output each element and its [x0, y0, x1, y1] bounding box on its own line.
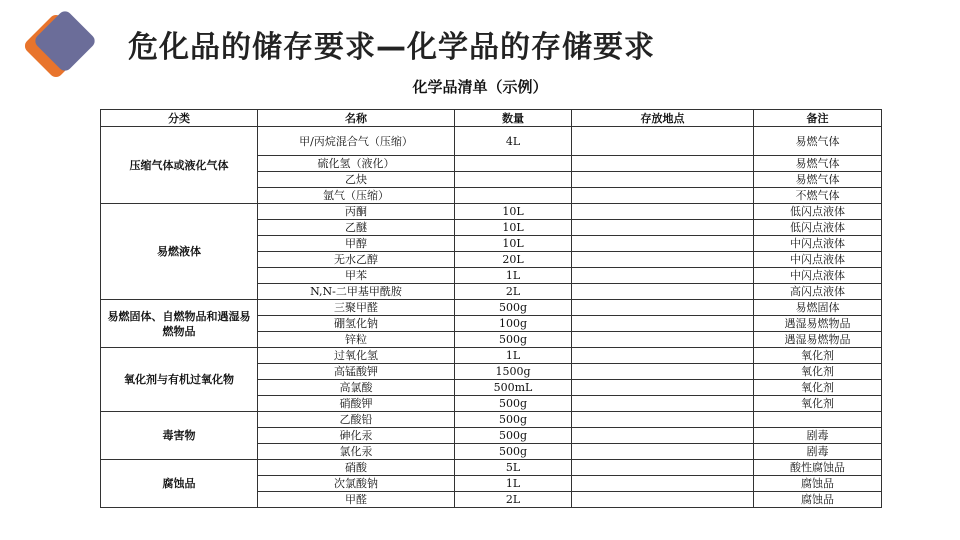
- quantity-cell: 1500g: [455, 364, 572, 380]
- quantity-cell: 500g: [455, 444, 572, 460]
- header-location: 存放地点: [572, 110, 754, 127]
- location-cell: [572, 236, 754, 252]
- quantity-cell: 500g: [455, 300, 572, 316]
- table-title: 化学品清单（示例）: [412, 78, 548, 96]
- note-cell: 高闪点液体: [754, 284, 882, 300]
- chemical-name-cell: 丙酮: [258, 204, 455, 220]
- table-row: [101, 204, 882, 220]
- table-header-row: [101, 110, 882, 127]
- quantity-cell: 100g: [455, 316, 572, 332]
- chemical-name-cell: 无水乙醇: [258, 252, 455, 268]
- location-cell: [572, 252, 754, 268]
- quantity-cell: 10L: [455, 204, 572, 220]
- note-cell: 易燃气体: [754, 172, 882, 188]
- note-cell: 酸性腐蚀品: [754, 460, 882, 476]
- location-cell: [572, 268, 754, 284]
- quantity-cell: 20L: [455, 252, 572, 268]
- note-cell: 中闪点液体: [754, 268, 882, 284]
- table-row: [101, 460, 882, 476]
- location-cell: [572, 380, 754, 396]
- chemical-name-cell: 硼氢化钠: [258, 316, 455, 332]
- table-body: [101, 127, 882, 508]
- note-cell: 剧毒: [754, 444, 882, 460]
- location-cell: [572, 172, 754, 188]
- location-cell: [572, 444, 754, 460]
- location-cell: [572, 428, 754, 444]
- chemical-name-cell: 过氧化氢: [258, 348, 455, 364]
- chemical-name-cell: 乙醚: [258, 220, 455, 236]
- quantity-cell: 500g: [455, 332, 572, 348]
- page-title: 危化品的储存要求—化学品的存储要求: [128, 30, 655, 65]
- chemical-name-cell: 硝酸: [258, 460, 455, 476]
- quantity-cell: 500g: [455, 396, 572, 412]
- note-cell: 易燃气体: [754, 127, 882, 156]
- quantity-cell: 5L: [455, 460, 572, 476]
- note-cell: 遇湿易燃物品: [754, 332, 882, 348]
- chemical-name-cell: 硫化氢（液化）: [258, 156, 455, 172]
- quantity-cell: 1L: [455, 268, 572, 284]
- chemical-name-cell: 乙炔: [258, 172, 455, 188]
- quantity-cell: 4L: [455, 127, 572, 156]
- header-note: 备注: [754, 110, 882, 127]
- header-category: 分类: [101, 110, 258, 127]
- location-cell: [572, 412, 754, 428]
- chemical-list-table: [100, 109, 882, 508]
- quantity-cell: 1L: [455, 476, 572, 492]
- location-cell: [572, 492, 754, 508]
- chemical-name-cell: 硝酸钾: [258, 396, 455, 412]
- quantity-cell: 2L: [455, 492, 572, 508]
- location-cell: [572, 396, 754, 412]
- note-cell: 剧毒: [754, 428, 882, 444]
- note-cell: 低闪点液体: [754, 204, 882, 220]
- note-cell: 不燃气体: [754, 188, 882, 204]
- note-cell: 氧化剂: [754, 348, 882, 364]
- table-row: [101, 412, 882, 428]
- quantity-cell: 500g: [455, 412, 572, 428]
- chemical-name-cell: 氯化汞: [258, 444, 455, 460]
- quantity-cell: [455, 172, 572, 188]
- chemical-name-cell: 高锰酸钾: [258, 364, 455, 380]
- table-row: [101, 348, 882, 364]
- chemical-name-cell: N,N-二甲基甲酰胺: [258, 284, 455, 300]
- quantity-cell: 10L: [455, 220, 572, 236]
- note-cell: 中闪点液体: [754, 236, 882, 252]
- note-cell: 遇湿易燃物品: [754, 316, 882, 332]
- location-cell: [572, 476, 754, 492]
- note-cell: 中闪点液体: [754, 252, 882, 268]
- location-cell: [572, 300, 754, 316]
- table-row: [101, 127, 882, 156]
- header-quantity: 数量: [455, 110, 572, 127]
- table-row: [101, 300, 882, 316]
- quantity-cell: 10L: [455, 236, 572, 252]
- location-cell: [572, 220, 754, 236]
- quantity-cell: 500g: [455, 428, 572, 444]
- location-cell: [572, 332, 754, 348]
- location-cell: [572, 460, 754, 476]
- note-cell: 氧化剂: [754, 380, 882, 396]
- chemical-name-cell: 砷化汞: [258, 428, 455, 444]
- category-cell: 压缩气体或液化气体: [101, 127, 258, 204]
- chemical-name-cell: 锌粒: [258, 332, 455, 348]
- quantity-cell: [455, 156, 572, 172]
- chemical-name-cell: 甲醇: [258, 236, 455, 252]
- category-cell: 易燃固体、自燃物品和遇湿易燃物品: [101, 300, 258, 348]
- category-cell: 易燃液体: [101, 204, 258, 300]
- chemical-name-cell: 乙酸铅: [258, 412, 455, 428]
- quantity-cell: [455, 188, 572, 204]
- category-cell: 毒害物: [101, 412, 258, 460]
- note-cell: 腐蚀品: [754, 476, 882, 492]
- category-cell: 氧化剂与有机过氧化物: [101, 348, 258, 412]
- chemical-name-cell: 三聚甲醛: [258, 300, 455, 316]
- chemical-name-cell: 高氯酸: [258, 380, 455, 396]
- category-cell: 腐蚀品: [101, 460, 258, 508]
- note-cell: 氧化剂: [754, 396, 882, 412]
- note-cell: 易燃气体: [754, 156, 882, 172]
- location-cell: [572, 364, 754, 380]
- note-cell: 低闪点液体: [754, 220, 882, 236]
- header-name: 名称: [258, 110, 455, 127]
- quantity-cell: 2L: [455, 284, 572, 300]
- note-cell: [754, 412, 882, 428]
- location-cell: [572, 127, 754, 156]
- quantity-cell: 1L: [455, 348, 572, 364]
- location-cell: [572, 188, 754, 204]
- note-cell: 腐蚀品: [754, 492, 882, 508]
- location-cell: [572, 316, 754, 332]
- note-cell: 氧化剂: [754, 364, 882, 380]
- chemical-name-cell: 甲苯: [258, 268, 455, 284]
- location-cell: [572, 156, 754, 172]
- location-cell: [572, 348, 754, 364]
- location-cell: [572, 204, 754, 220]
- chemical-name-cell: 甲/丙烷混合气（压缩）: [258, 127, 455, 156]
- location-cell: [572, 284, 754, 300]
- chemical-name-cell: 次氯酸钠: [258, 476, 455, 492]
- chemical-name-cell: 甲醛: [258, 492, 455, 508]
- chemical-name-cell: 氩气（压缩）: [258, 188, 455, 204]
- quantity-cell: 500mL: [455, 380, 572, 396]
- note-cell: 易燃固体: [754, 300, 882, 316]
